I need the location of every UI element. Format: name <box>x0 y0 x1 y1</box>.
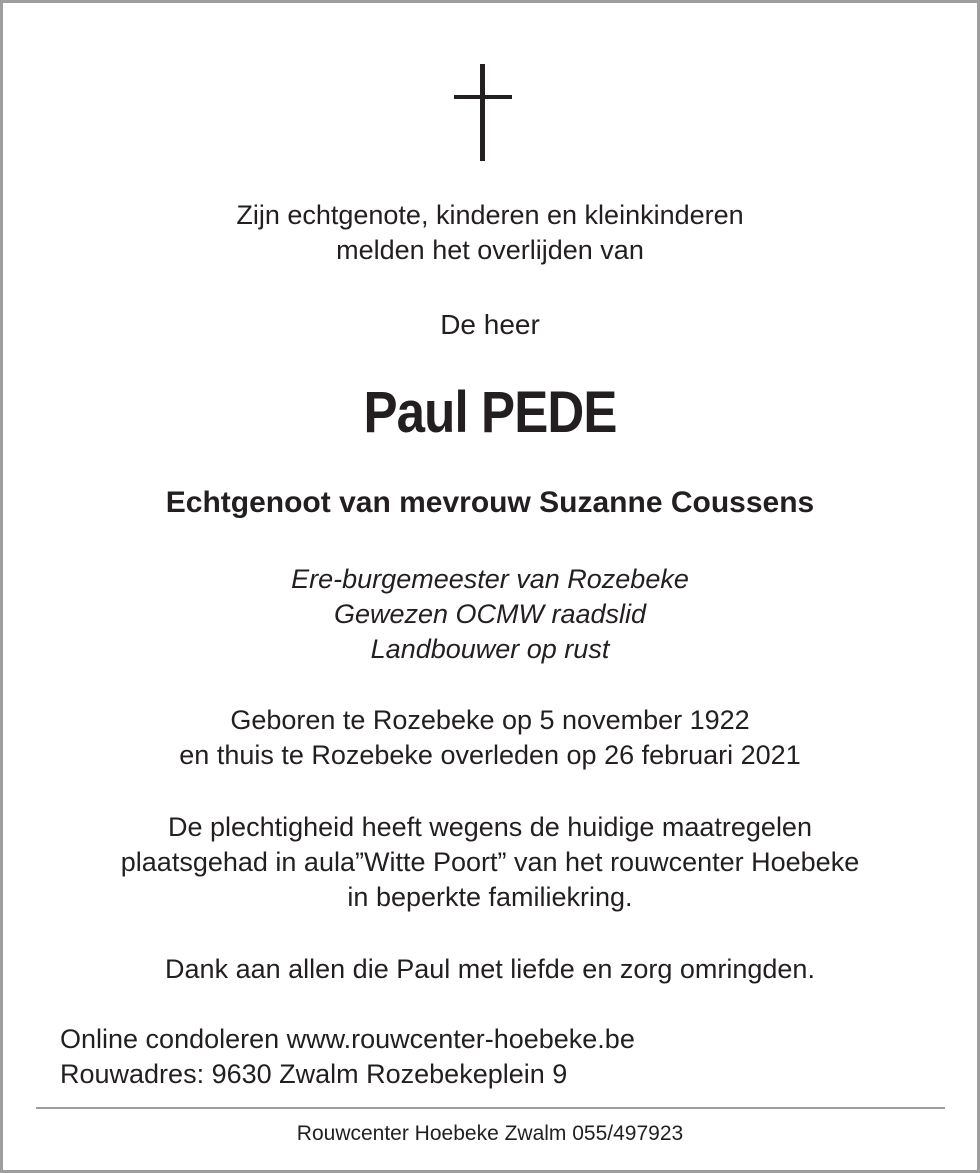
intro-line-2: melden het overlijden van <box>336 235 644 265</box>
title-line-1: Ere-burgemeester van Rozebeke <box>291 564 689 594</box>
deceased-name: Paul PEDE <box>363 380 617 445</box>
divider <box>36 1107 945 1109</box>
title-line-2: Gewezen OCMW raadslid <box>333 599 647 629</box>
thanks-line: Dank aan allen die Paul met liefde en zorg omringden. <box>165 954 815 984</box>
ceremony-line-3: in beperkte familiekring. <box>347 882 633 912</box>
mourning-address: Rouwadres: 9630 Zwalm Rozebekeplein 9 <box>60 1059 568 1089</box>
ceremony-line-1: De plechtigheid heeft wegens de huidige maatregelen <box>168 812 812 842</box>
spouse-line: Echtgenoot van mevrouw Suzanne Coussens <box>165 486 815 519</box>
birth-line: Geboren te Rozebeke op 5 november 1922 <box>230 705 750 735</box>
salutation: De heer <box>440 309 540 340</box>
ceremony-line-2: plaatsgehad in aula”Witte Poort” van het rouwcenter Hoebeke <box>120 847 860 877</box>
online-condolence: Online condoleren www.rouwcenter-hoebeke.be <box>60 1024 635 1054</box>
title-line-3: Landbouwer op rust <box>370 634 610 664</box>
cross-icon <box>454 64 514 161</box>
death-line: en thuis te Rozebeke overleden op 26 februari 2021 <box>179 740 801 770</box>
footer-funeral-home: Rouwcenter Hoebeke Zwalm 055/497923 <box>296 1122 684 1145</box>
intro-line-1: Zijn echtgenote, kinderen en kleinkinderen <box>236 200 744 230</box>
